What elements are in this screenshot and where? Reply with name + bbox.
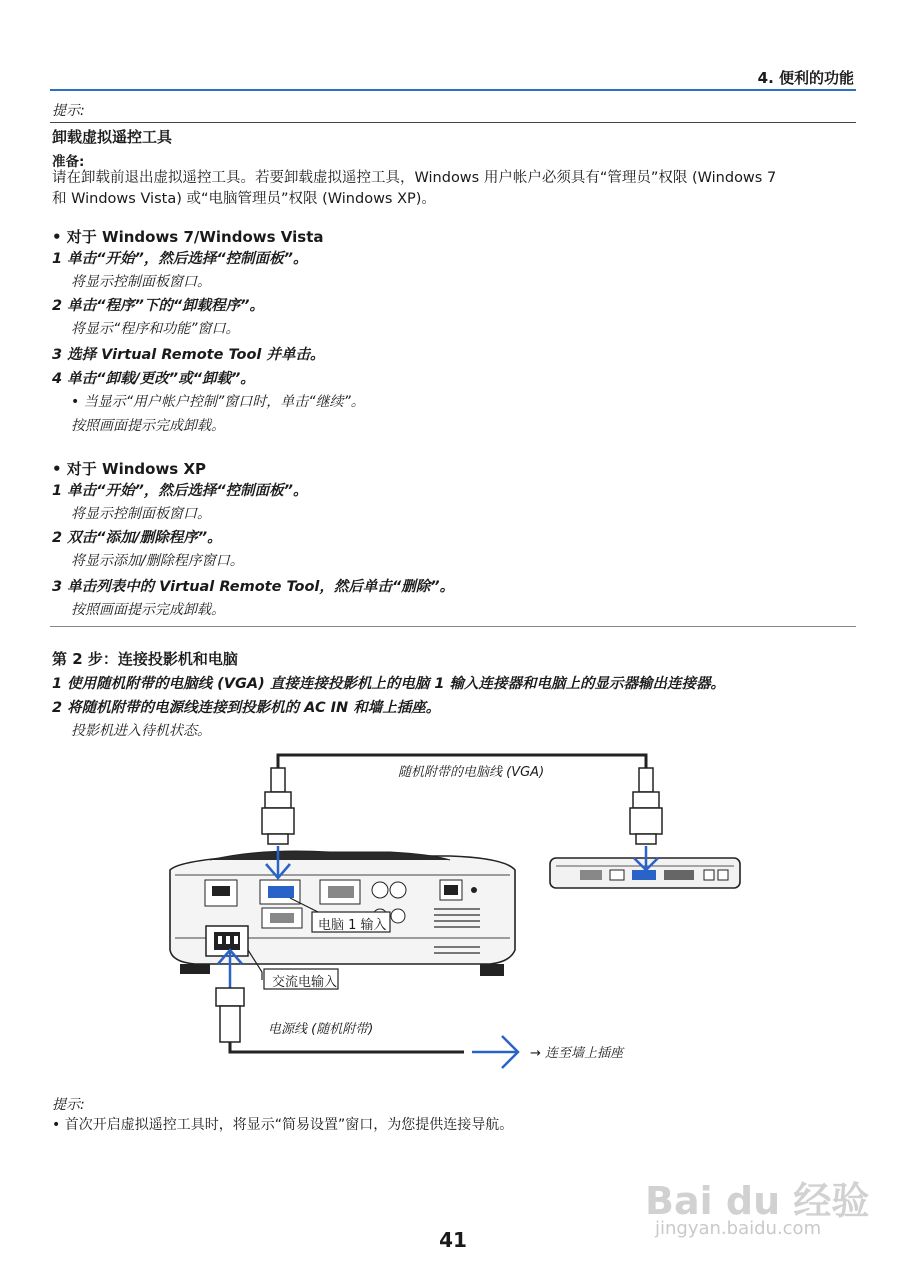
vga-plug-right [630,768,662,844]
power-plug [216,988,244,1042]
win7-step-3: 3 选择 Virtual Remote Tool 并单击。 [52,347,325,363]
win7-step-4-note-2: 按照画面提示完成卸载。 [71,418,225,434]
section-divider [50,626,856,627]
prep-line-1: 请在卸载前退出虚拟遥控工具。若要卸载虚拟遥控工具，Windows 用户帐户必须具有“管理员”权限 (Windows 7 [52,170,777,186]
ac-in-label: 交流电输入 [272,975,338,990]
xp-step-3-note: 按照画面提示完成卸载。 [71,602,225,618]
xp-step-3: 3 单击列表中的 Virtual Remote Tool，然后单击“删除”。 [52,579,455,595]
step2-item-1: 1 使用随机附带的电脑线 (VGA) 直接连接投影机上的电脑 1 输入连接器和电脑上的显示器输出连接器。 [52,676,726,692]
watermark-url: jingyan.baidu.com [655,1218,822,1239]
connection-diagram [0,740,906,1090]
tip-label: 提示: [52,103,85,119]
power-cord-label: 电源线 (随机附带) [268,1022,374,1037]
prep-label: 准备: [52,154,85,170]
step2-item-2: 2 将随机附带的电源线连接到投影机的 AC IN 和墙上插座。 [52,700,441,716]
tip-bottom-text: • 首次开启虚拟遥控工具时，将显示“简易设置”窗口，为您提供连接导航。 [52,1117,514,1133]
step2-item-2-note: 投影机进入待机状态。 [71,723,211,739]
xp-step-1-note: 将显示控制面板窗口。 [71,506,211,522]
power-cord-line [230,1042,464,1052]
tip-rule [50,122,856,123]
computer-in-label: 电脑 1 输入 [318,918,387,933]
section-title-uninstall: 卸载虚拟遥控工具 [52,128,173,146]
wall-outlet-label: → 连至墙上插座 [530,1046,624,1061]
tip-bottom-label: 提示: [52,1097,85,1113]
wall-arrow [472,1036,518,1068]
win7-step-2-note: 将显示“程序和功能”窗口。 [71,321,240,337]
header-rule [50,89,856,91]
win7-heading: • 对于 Windows 7/Windows Vista [52,228,324,246]
vga-plug-left [262,768,294,844]
win7-step-1-note: 将显示控制面板窗口。 [71,274,211,290]
xp-step-1: 1 单击“开始”，然后选择“控制面板”。 [52,483,308,499]
xp-step-2: 2 双击“添加/删除程序”。 [52,530,222,546]
xp-heading: • 对于 Windows XP [52,460,207,478]
page-number: 41 [439,1228,467,1252]
prep-line-2: 和 Windows Vista) 或“电脑管理员”权限 (Windows XP)。 [52,191,436,207]
win7-step-2: 2 单击“程序”下的“卸载程序”。 [52,298,264,314]
xp-step-2-note: 将显示添加/删除程序窗口。 [71,553,244,569]
win7-step-4-note: • 当显示“用户帐户控制”窗口时，单击“继续”。 [71,394,365,410]
chapter-title: 4. 便利的功能 [757,69,854,87]
watermark-brand: Bai du 经验 [645,1179,870,1223]
step2-heading: 第 2 步：连接投影机和电脑 [52,650,238,668]
win7-step-4: 4 单击“卸载/更改”或“卸载”。 [52,371,255,387]
vga-cable-label: 随机附带的电脑线 (VGA) [398,765,545,780]
win7-step-1: 1 单击“开始”，然后选择“控制面板”。 [52,251,308,267]
